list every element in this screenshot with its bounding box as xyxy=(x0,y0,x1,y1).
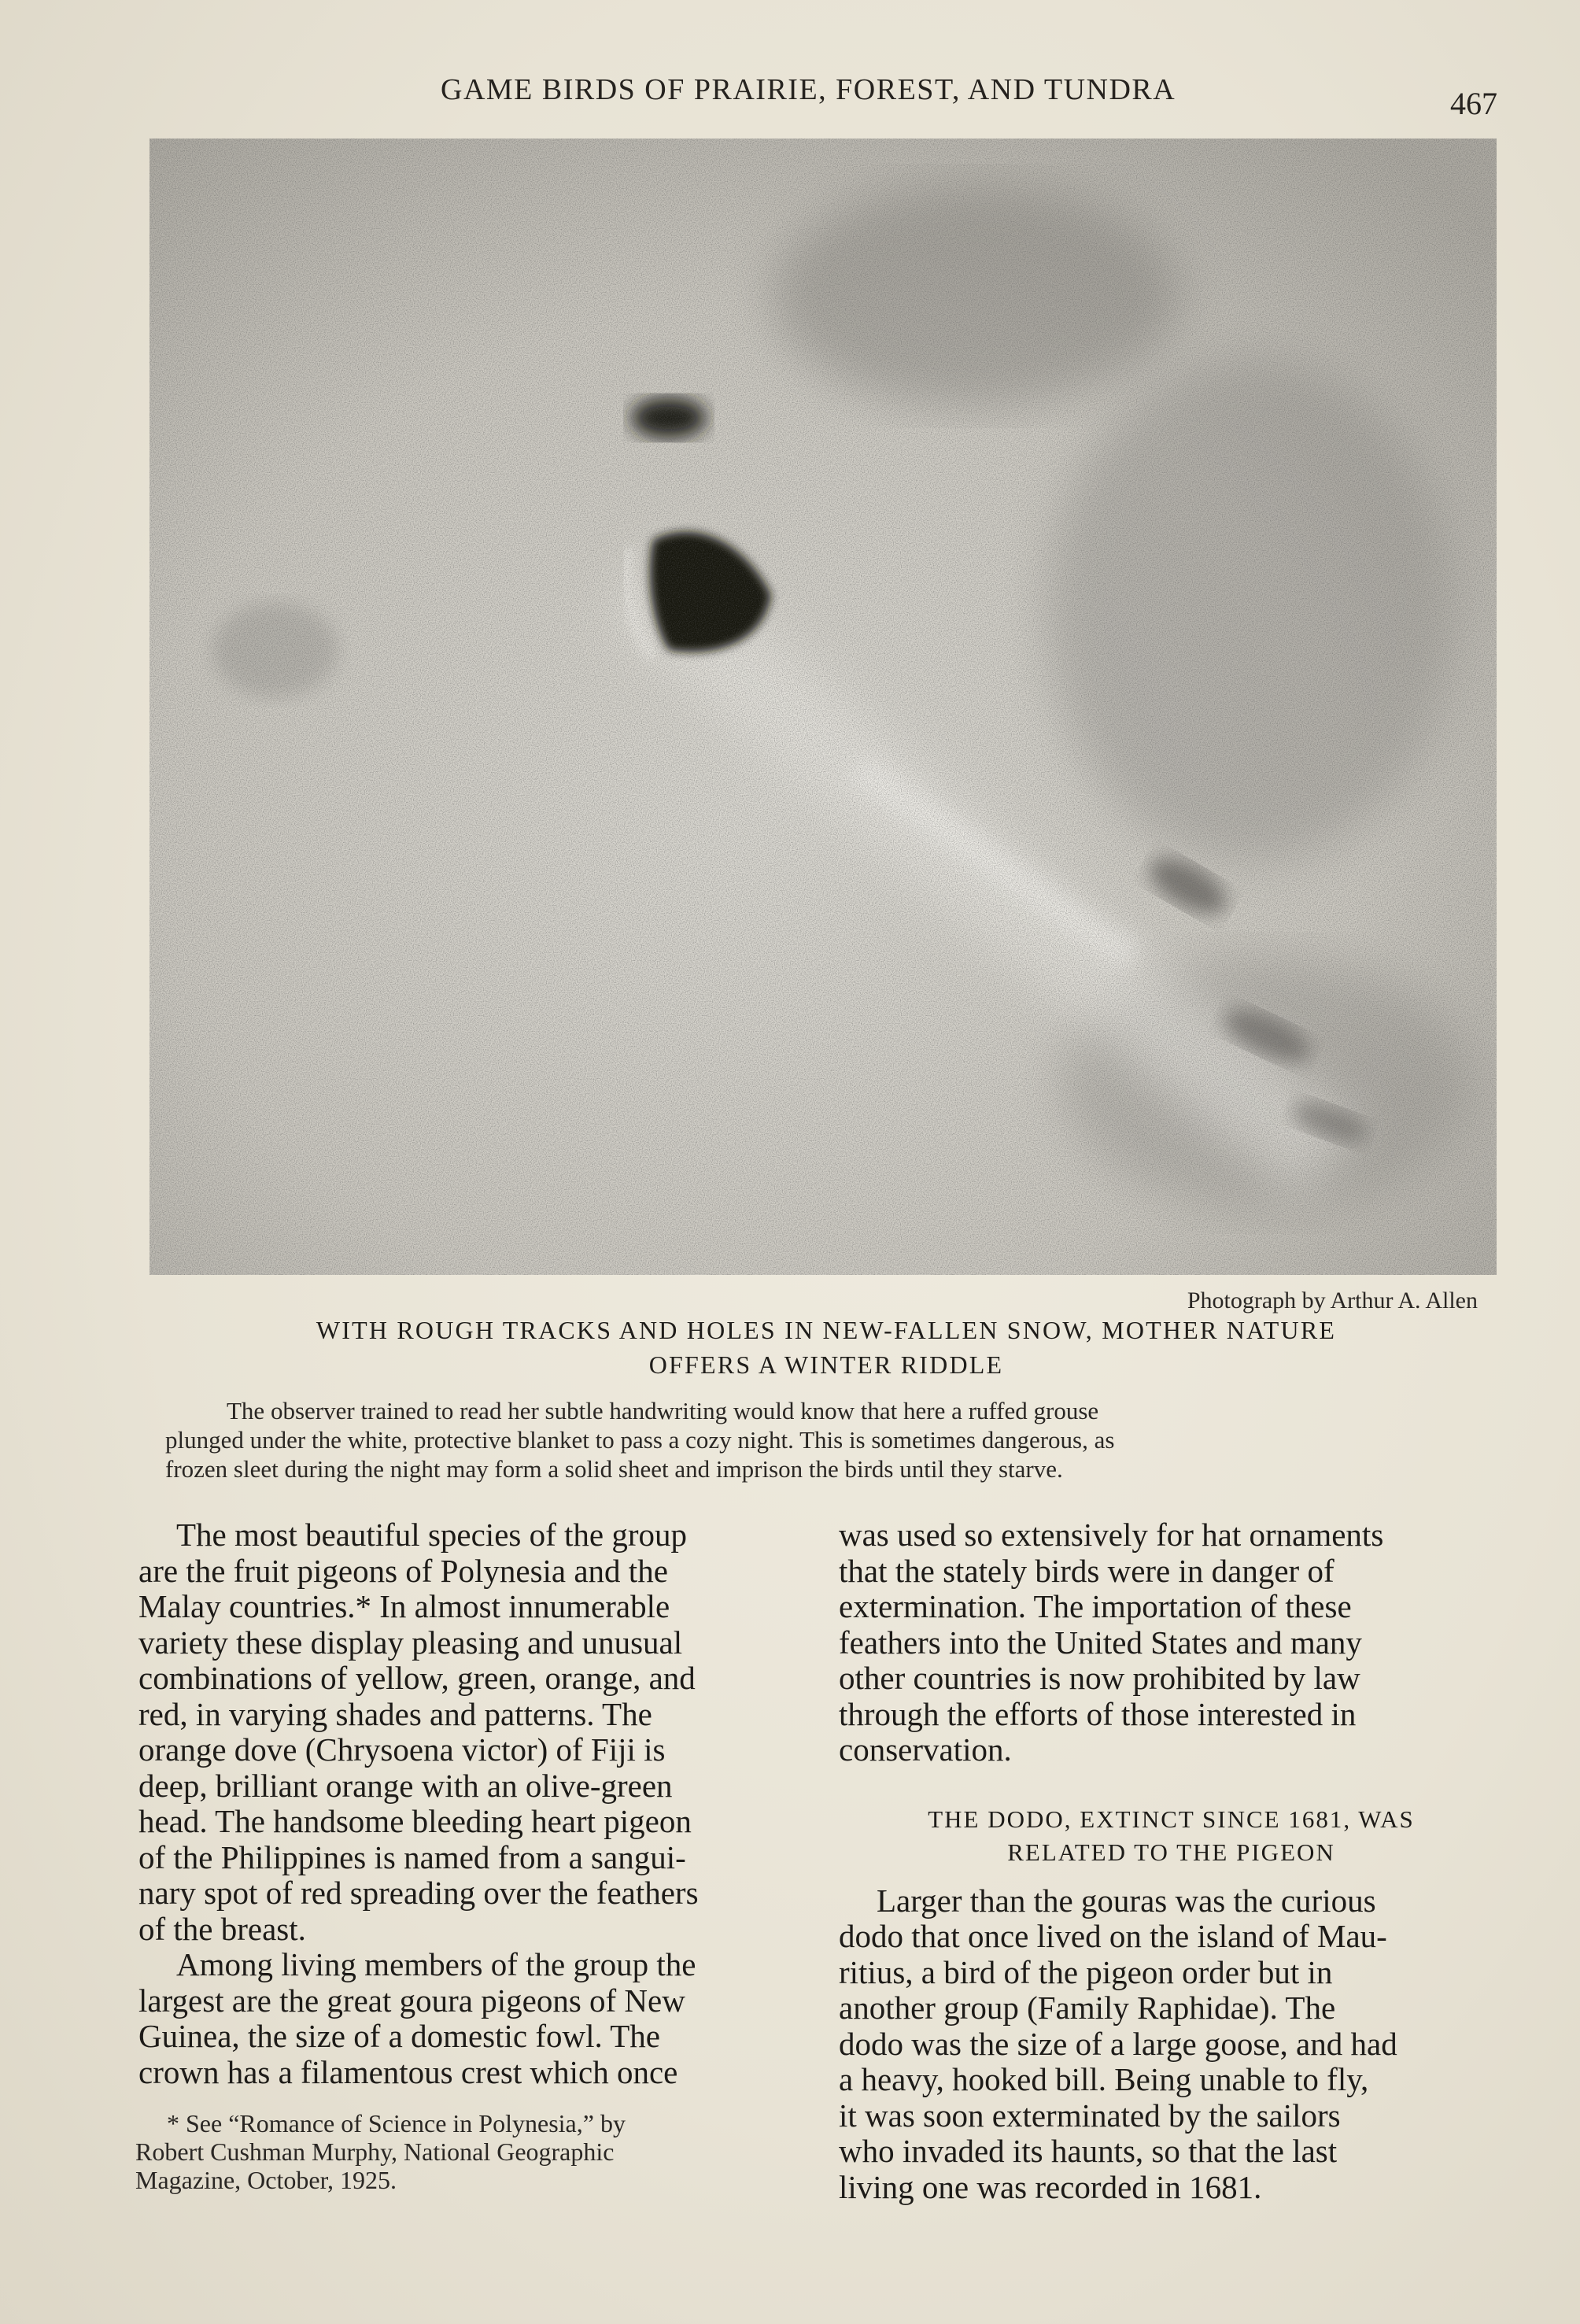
caption-line: The observer trained to read her subtle handwriting would know that here a ruffed grouse xyxy=(227,1397,1099,1424)
caption-body xyxy=(165,1396,1479,1483)
text-line: combinations of yellow, green, orange, and xyxy=(138,1660,696,1696)
text-line: The most beautiful species of the group xyxy=(176,1517,687,1553)
running-title: GAME BIRDS OF PRAIRIE, FOREST, AND TUNDRA xyxy=(441,73,1176,106)
text-line: of the Philippines is named from a sangui- xyxy=(138,1838,686,1875)
caption-title xyxy=(189,1313,1464,1382)
caption-line: plunged under the white, protective blanket to pass a cozy night. This is sometimes dangerous, as xyxy=(165,1426,1115,1454)
text-line: ritius, a bird of the pigeon order but in xyxy=(839,1953,1333,1990)
text-line: dodo that once lived on the island of Mau- xyxy=(839,1918,1387,1954)
text-line: another group (Family Raphidae). The xyxy=(839,1990,1336,2026)
text-line: a heavy, hooked bill. Being unable to fly, xyxy=(839,2061,1369,2097)
photo-credit: Photograph by Arthur A. Allen xyxy=(1187,1288,1478,1313)
text-line: living one was recorded in 1681. xyxy=(839,2168,1262,2205)
text-line: of the breast. xyxy=(138,1910,306,1947)
text-line: it was soon exterminated by the sailors xyxy=(839,2097,1341,2134)
text-line: through the efforts of those interested in xyxy=(839,1695,1357,1732)
text-line: largest are the great goura pigeons of New xyxy=(138,1982,685,2019)
section-heading-line: RELATED TO THE PIGEON xyxy=(1007,1838,1335,1866)
text-line: Guinea, the size of a domestic fowl. The xyxy=(138,2018,661,2054)
footnote-line: Magazine, October, 1925. xyxy=(135,2166,397,2194)
text-line: head. The handsome bleeding heart pigeon xyxy=(138,1803,692,1839)
text-line: nary spot of red spreading over the feathers xyxy=(138,1875,699,1911)
text-line: dodo was the size of a large goose, and had xyxy=(839,2025,1397,2062)
right-column xyxy=(839,1517,1504,2205)
footnote xyxy=(135,2109,804,2194)
text-line: Among living members of the group the xyxy=(176,1946,696,1982)
text-line: extermination. The importation of these xyxy=(839,1588,1352,1624)
text-line: conservation. xyxy=(839,1731,1012,1768)
text-line: orange dove (Chrysoena victor) of Fiji is xyxy=(138,1731,666,1768)
footnote-line: * See “Romance of Science in Polynesia,” by xyxy=(167,2109,626,2137)
left-column xyxy=(138,1517,799,2090)
section-heading xyxy=(839,1803,1504,1869)
text-line: crown has a filamentous crest which once xyxy=(138,2053,678,2090)
text-line: red, in varying shades and patterns. The xyxy=(138,1695,652,1732)
text-line: deep, brilliant orange with an olive-green xyxy=(138,1767,673,1804)
text-line: that the stately birds were in danger of xyxy=(839,1552,1335,1589)
snow-tracks-photograph xyxy=(150,139,1497,1275)
text-line: are the fruit pigeons of Polynesia and the xyxy=(138,1552,668,1589)
section-heading-line: THE DODO, EXTINCT SINCE 1681, WAS xyxy=(928,1805,1415,1833)
text-line: variety these display pleasing and unusual xyxy=(138,1624,683,1661)
page-number: 467 xyxy=(1450,86,1497,121)
caption-line: frozen sleet during the night may form a solid sheet and imprison the birds until they starve. xyxy=(165,1455,1063,1483)
text-line: was used so extensively for hat ornaments xyxy=(839,1517,1384,1553)
caption-title-line: WITH ROUGH TRACKS AND HOLES IN NEW-FALLEN SNOW, MOTHER NATURE xyxy=(316,1316,1337,1344)
text-line: who invaded its haunts, so that the last xyxy=(839,2133,1338,2169)
text-line: Malay countries.* In almost innumerable xyxy=(138,1588,670,1624)
text-line: other countries is now prohibited by law xyxy=(839,1660,1360,1696)
caption-title-line: OFFERS A WINTER RIDDLE xyxy=(648,1350,1004,1379)
text-line: Larger than the gouras was the curious xyxy=(877,1882,1376,1919)
footnote-line: Robert Cushman Murphy, National Geographic xyxy=(135,2137,615,2166)
text-line: feathers into the United States and many xyxy=(839,1624,1362,1661)
